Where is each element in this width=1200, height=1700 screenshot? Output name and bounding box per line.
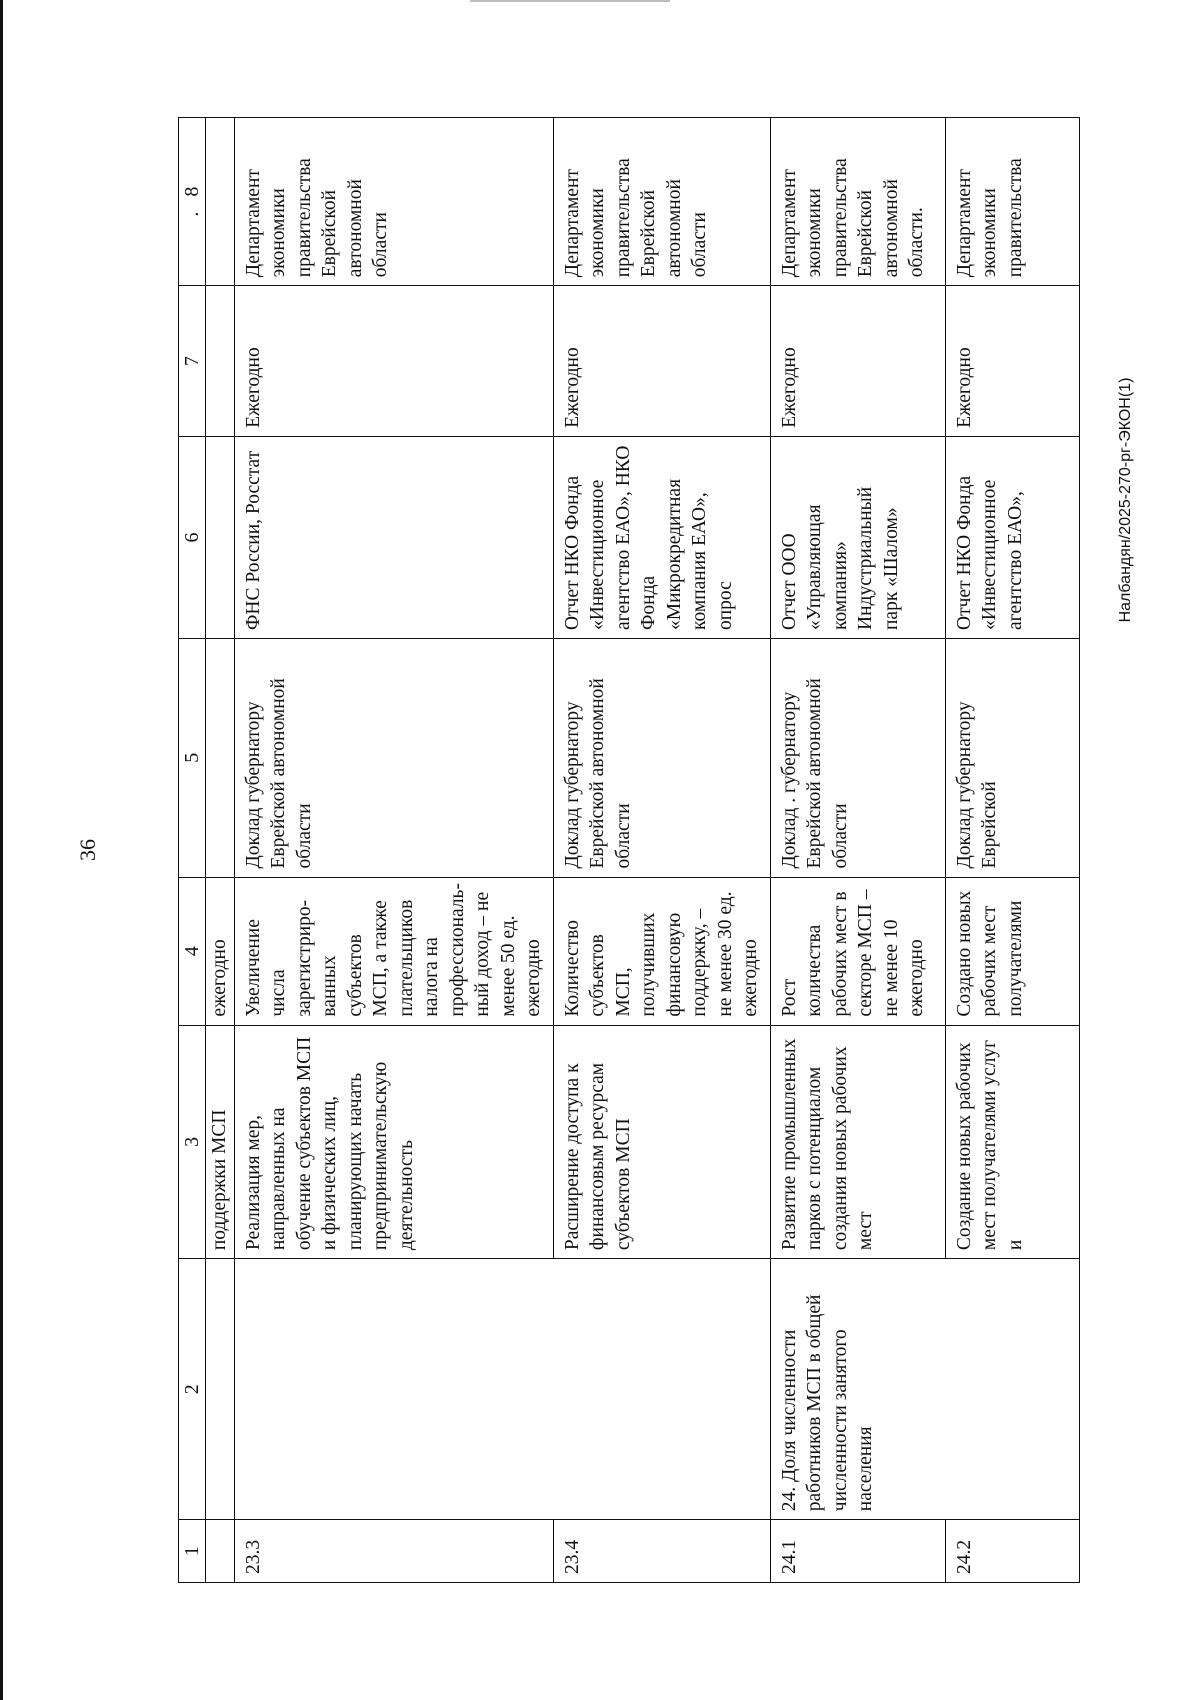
header-col-3: 3 (179, 1025, 206, 1258)
header-col-8 (179, 118, 206, 286)
row-number: 24.1 (770, 1520, 945, 1583)
period-cell: Ежегодно (770, 286, 945, 437)
header-col-4: 4 (179, 877, 206, 1025)
period-cell: Ежегодно (553, 286, 770, 437)
reporting-form-cell: Доклад губернатору Еврейской (945, 639, 1080, 878)
responsible-cell: Департамент экономики правительства (945, 118, 1080, 286)
period-cell: Ежегодно (945, 286, 1080, 437)
responsible-cell: Департамент экономики правительства Еврейской автономной области. (770, 118, 945, 286)
measure-cell: Расширение доступа к финансовым ресурсам субъектов МСП (553, 1025, 770, 1258)
indicator-cell (234, 1259, 770, 1520)
result-cell: Рост количества рабочих мест в секторе МСП – не менее 10 ежегодно (770, 877, 945, 1025)
responsible-cell: Департамент экономики правительства Еврейской автономной области (234, 118, 553, 286)
measure-cell: Реализация мер, направленных на обучение субъектов МСП и физических лиц, планирующих начать предпринимательскую деятельность (234, 1025, 553, 1258)
row-number: 24.2 (945, 1520, 1080, 1583)
header-col-7: 7 (179, 286, 206, 437)
header-row (179, 118, 206, 1583)
responsible-cell: Департамент экономики правительства Еврейской автономной области (553, 118, 770, 286)
cell (206, 1259, 235, 1520)
document-code: Налбандян/2025-270-рг-ЭКОН(1) (1117, 377, 1134, 623)
reporting-form-cell: Доклад губернатору Еврейской автономной области (234, 639, 553, 878)
header-col-1: 1 (179, 1520, 206, 1583)
source-cell: ФНС России, Росстат (234, 436, 553, 638)
scan-edge-left (0, 0, 3, 1700)
header-col-8-label: 8 (181, 186, 203, 197)
header-col-2: 2 (179, 1259, 206, 1520)
continuation-cell-4: ежегодно (206, 877, 235, 1025)
table-row (770, 118, 945, 1583)
header-col-6: 6 (179, 436, 206, 638)
cell (206, 286, 235, 437)
cell (206, 1520, 235, 1583)
rotated-table-wrapper (178, 117, 1080, 1583)
source-cell: Отчет НКО Фонда «Инвестиционное агентство ЕАО», НКО Фонда «Микрокредитная компания ЕАО», опрос (553, 436, 770, 638)
reporting-form-cell: Доклад . губернатору Еврейской автономной области (770, 639, 945, 878)
header-col-8-dot: . (181, 211, 203, 217)
continuation-cell-3: поддержки МСП (206, 1025, 235, 1258)
continuation-row (206, 118, 235, 1583)
measures-table (178, 117, 1080, 1583)
result-cell: Создано новых рабочих мест получателями (945, 877, 1080, 1025)
table-row (234, 118, 553, 1583)
reporting-form-cell: Доклад губернатору Еврейской автономной области (553, 639, 770, 878)
scan-edge-top (470, 0, 670, 2)
header-col-5: 5 (179, 639, 206, 878)
cell (206, 118, 235, 286)
period-cell: Ежегодно (234, 286, 553, 437)
source-cell: Отчет ООО «Управляющая компания» Индустриальный парк «Шалом» (770, 436, 945, 638)
measure-cell: Развитие промышленных парков с потенциалом создания новых рабочих мест (770, 1025, 945, 1258)
measure-cell: Создание новых рабочих мест получателями услуг и (945, 1025, 1080, 1258)
source-cell: Отчет НКО Фонда «Инвестиционное агентство ЕАО», (945, 436, 1080, 638)
cell (206, 639, 235, 878)
row-number: 23.4 (553, 1520, 770, 1583)
result-cell: Увеличение числа зарегистриро-ванных субъектов МСП, а также плательщиков налога на профессиональ-ный доход – не менее 50 ед. ежегодно (234, 877, 553, 1025)
page-number: 36 (75, 839, 100, 861)
row-number: 23.3 (234, 1520, 553, 1583)
cell (206, 436, 235, 638)
indicator-cell: 24. Доля численности работников МСП в общей численности занятого населения (770, 1259, 1080, 1520)
result-cell: Количество субъектов МСП, получивших финансовую поддержку, – не менее 30 ед. ежегодно (553, 877, 770, 1025)
